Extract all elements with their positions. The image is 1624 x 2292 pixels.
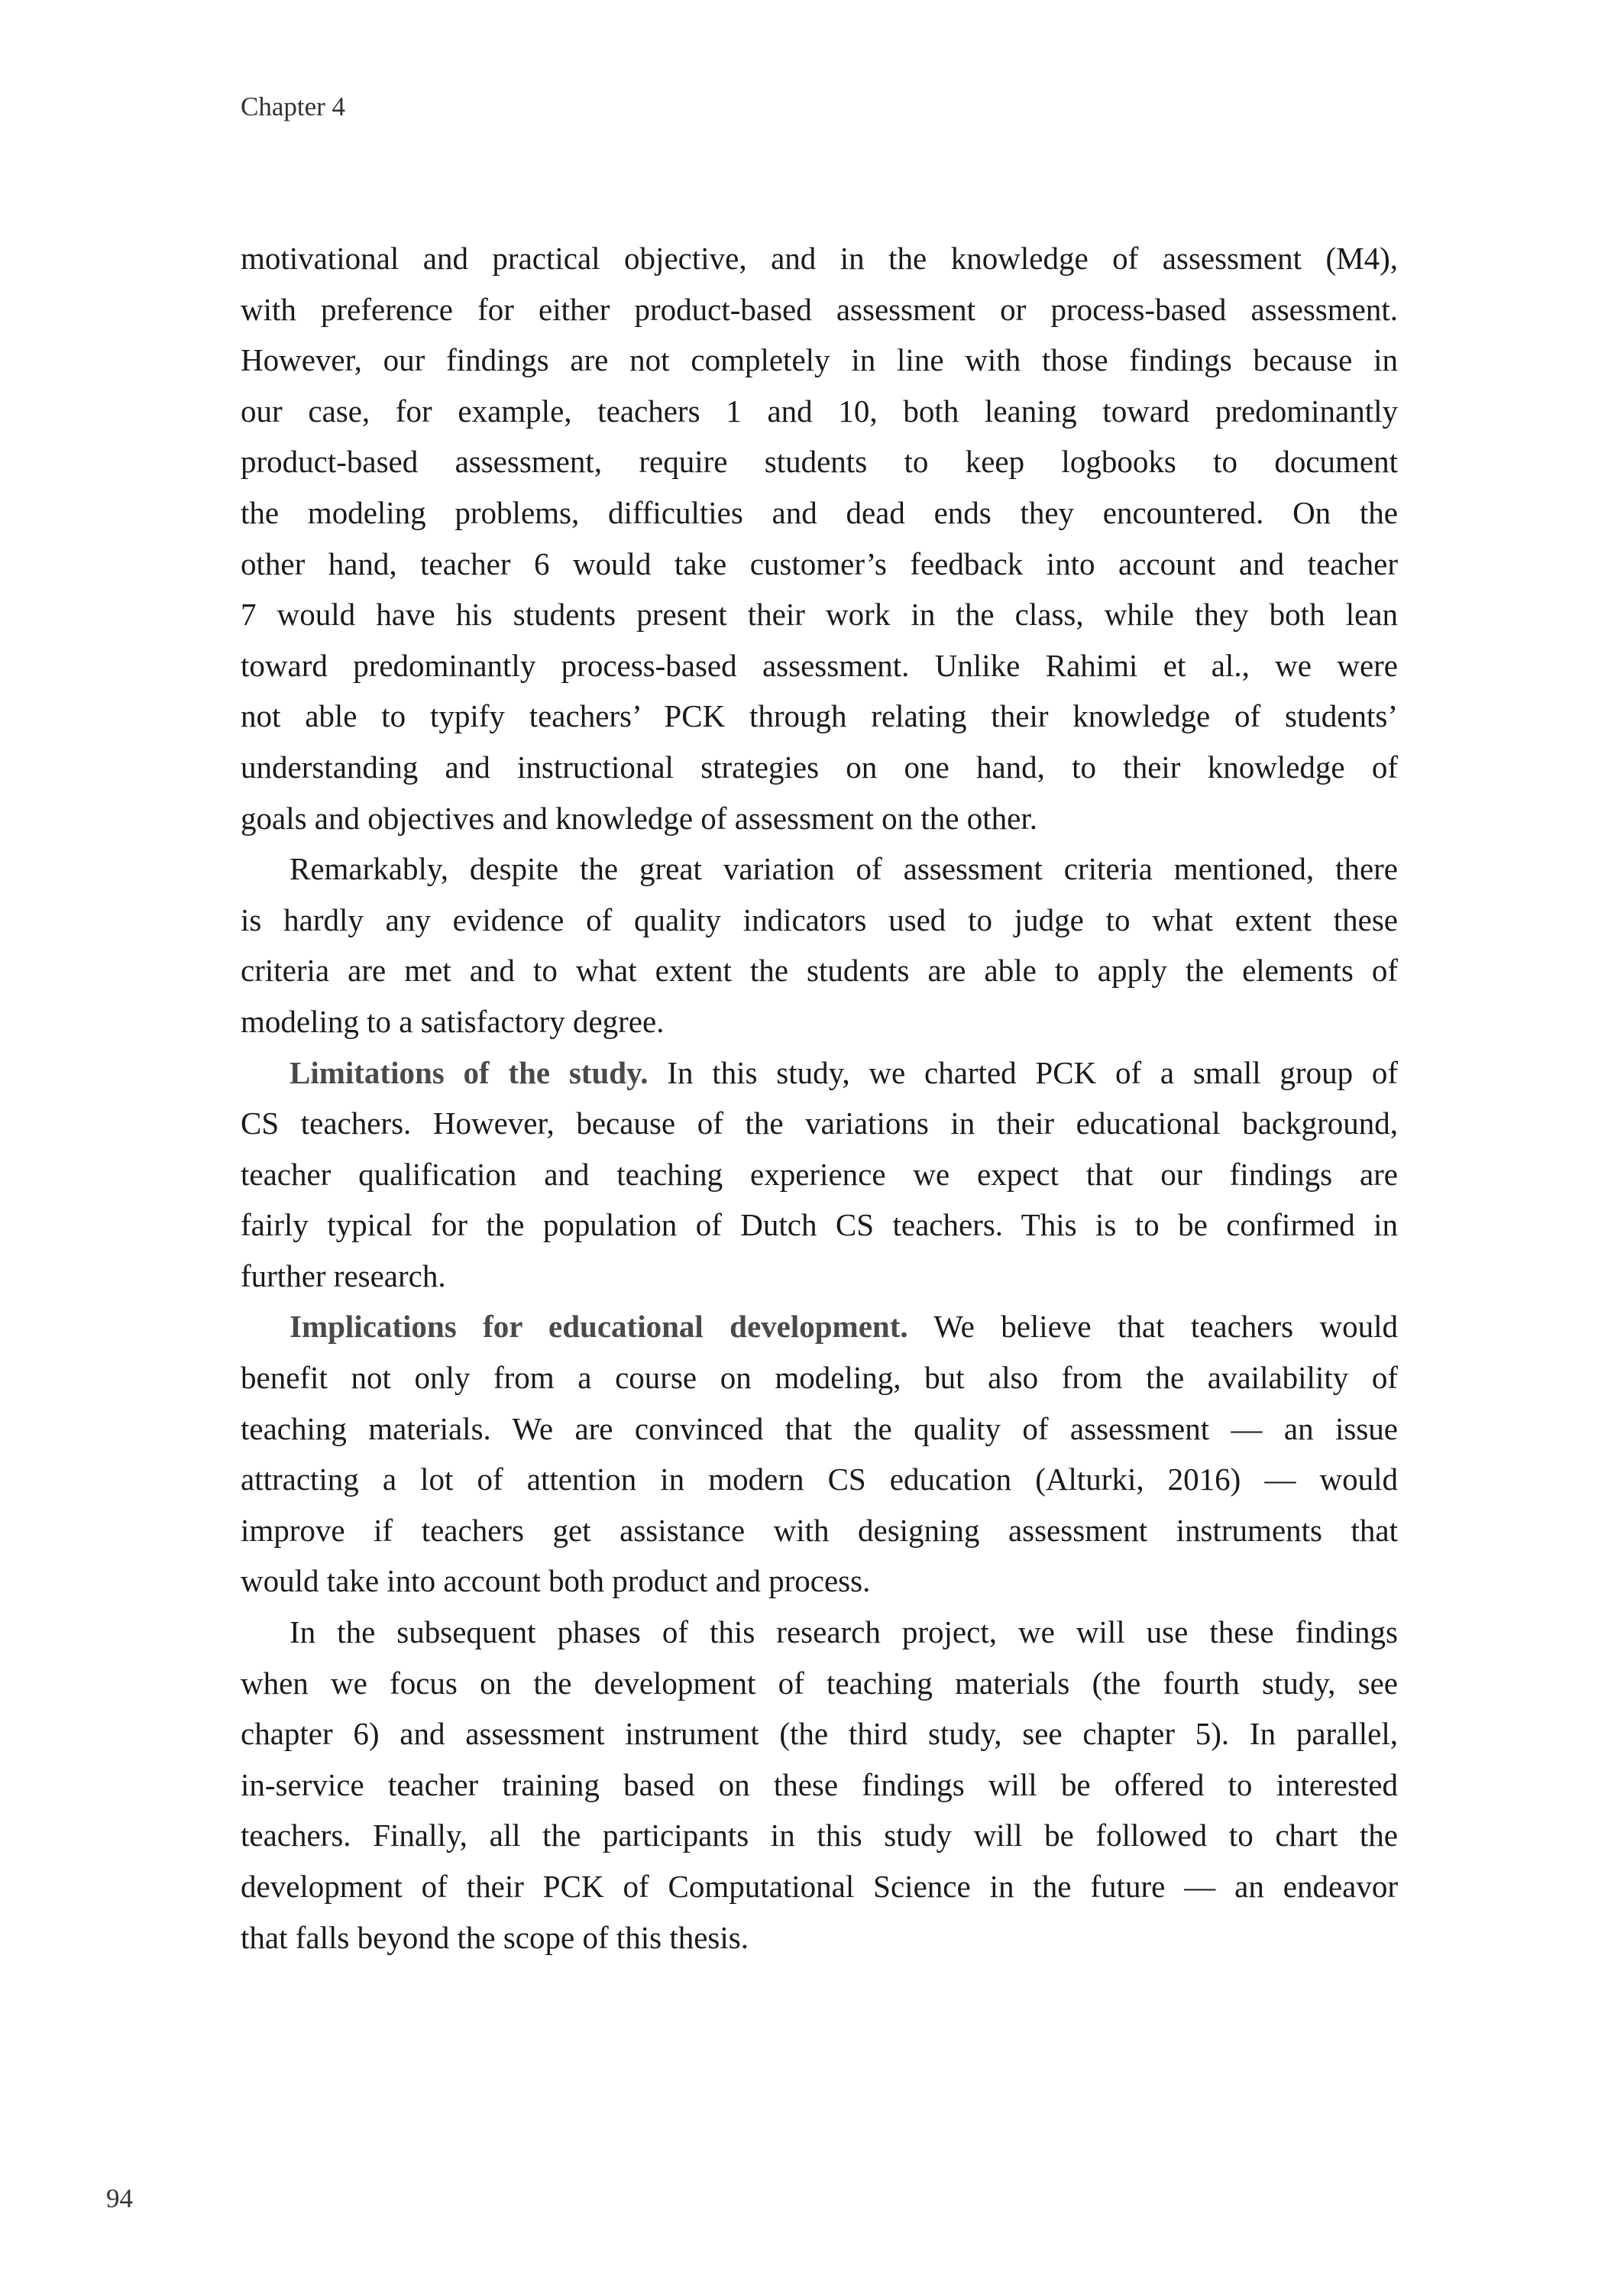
line-text: is hardly any evidence of quality indicators used to judge to what extent these xyxy=(241,902,1398,937)
text-line xyxy=(241,436,1398,487)
text-line xyxy=(241,1199,1398,1251)
text-line xyxy=(241,1556,1398,1607)
page-number: 94 xyxy=(106,2184,133,2213)
line-text: In this study, we charted PCK of a small group of xyxy=(648,1054,1398,1090)
text-line xyxy=(241,284,1398,335)
line-text: when we focus on the development of teaching materials (the fourth study, see xyxy=(241,1665,1398,1701)
text-line xyxy=(241,1454,1398,1505)
text-line xyxy=(241,1505,1398,1556)
text-line xyxy=(241,945,1398,996)
line-text: goals and objectives and knowledge of assessment on the other. xyxy=(241,800,1037,836)
body-text xyxy=(241,233,1398,1963)
text-line xyxy=(241,1708,1398,1759)
line-text: toward predominantly process-based assessment. Unlike Rahimi et al., we were xyxy=(241,647,1398,683)
line-text: teaching materials. We are convinced that the quality of assessment — an issue xyxy=(241,1410,1398,1446)
line-text: would take into account both product and process. xyxy=(241,1563,871,1599)
paragraph xyxy=(241,1047,1398,1302)
line-text: improve if teachers get assistance with designing assessment instruments that xyxy=(241,1512,1398,1548)
line-text: understanding and instructional strategies on one hand, to their knowledge of xyxy=(241,749,1398,785)
line-text: We believe that teachers would xyxy=(907,1309,1398,1345)
text-line xyxy=(241,1607,1398,1658)
line-text: fairly typical for the population of Dutch CS teachers. This is to be confirmed in xyxy=(241,1207,1398,1243)
line-text: other hand, teacher 6 would take customer’s feedback into account and teacher xyxy=(241,545,1398,581)
line-text: motivational and practical objective, and in the knowledge of assessment (M4), xyxy=(241,241,1398,276)
text-line xyxy=(241,233,1398,284)
line-text: that falls beyond the scope of this thesis. xyxy=(241,1919,749,1955)
run-in-heading: Limitations of the study. xyxy=(290,1054,649,1090)
text-line xyxy=(241,1047,1398,1099)
line-text: not able to typify teachers’ PCK through relating their knowledge of students’ xyxy=(241,698,1398,734)
text-line xyxy=(241,1759,1398,1811)
run-in-heading: Implications for educational development. xyxy=(290,1309,908,1345)
text-line xyxy=(241,1352,1398,1403)
line-text: However, our findings are not completely in line with those findings because in xyxy=(241,342,1398,378)
line-text: 7 would have his students present their work in the class, while they both lean xyxy=(241,597,1398,633)
text-line xyxy=(241,1912,1398,1963)
text-line xyxy=(241,589,1398,640)
line-text: teachers. Finally, all the participants in this study will be followed to chart the xyxy=(241,1818,1398,1853)
paragraph xyxy=(241,1301,1398,1607)
line-text: Remarkably, despite the great variation of assessment criteria mentioned, there xyxy=(290,851,1398,887)
text-line xyxy=(241,895,1398,946)
text-line xyxy=(241,539,1398,590)
text-line xyxy=(241,487,1398,539)
line-text: further research. xyxy=(241,1258,446,1293)
text-line xyxy=(241,386,1398,437)
text-line xyxy=(241,1658,1398,1709)
line-text: the modeling problems, difficulties and dead ends they encountered. On the xyxy=(241,494,1398,530)
line-text: our case, for example, teachers 1 and 10, both leaning toward predominantly xyxy=(241,393,1398,429)
line-text: CS teachers. However, because of the variations in their educational background, xyxy=(241,1106,1398,1141)
line-text: modeling to a satisfactory degree. xyxy=(241,1003,665,1039)
text-line xyxy=(241,1810,1398,1861)
text-line xyxy=(241,640,1398,691)
text-line xyxy=(241,1403,1398,1455)
text-line xyxy=(241,1149,1398,1200)
line-text: in-service teacher training based on these findings will be offered to interested xyxy=(241,1766,1398,1802)
text-line xyxy=(241,1098,1398,1149)
paragraph xyxy=(241,1607,1398,1963)
paragraph xyxy=(241,843,1398,1047)
line-text: attracting a lot of attention in modern CS education (Alturki, 2016) — would xyxy=(241,1462,1398,1497)
text-line xyxy=(241,1861,1398,1912)
line-text: benefit not only from a course on modeling, but also from the availability of xyxy=(241,1360,1398,1396)
text-line xyxy=(241,843,1398,895)
paragraph xyxy=(241,233,1398,843)
line-text: development of their PCK of Computational Science in the future — an endeavor xyxy=(241,1869,1398,1904)
running-head: Chapter 4 xyxy=(241,92,346,121)
line-text: teacher qualification and teaching experience we expect that our findings are xyxy=(241,1156,1398,1192)
line-text: In the subsequent phases of this research project, we will use these findings xyxy=(290,1614,1398,1650)
line-text: criteria are met and to what extent the students are able to apply the elements of xyxy=(241,953,1398,989)
text-line xyxy=(241,691,1398,742)
line-text: product-based assessment, require students to keep logbooks to document xyxy=(241,444,1398,480)
line-text: chapter 6) and assessment instrument (the third study, see chapter 5). In parallel, xyxy=(241,1716,1398,1752)
line-text: with preference for either product-based assessment or process-based assessment. xyxy=(241,291,1398,327)
text-line xyxy=(241,742,1398,793)
text-line xyxy=(241,335,1398,386)
text-line xyxy=(241,996,1398,1047)
text-line xyxy=(241,1251,1398,1302)
text-line xyxy=(241,793,1398,844)
text-line xyxy=(241,1301,1398,1352)
